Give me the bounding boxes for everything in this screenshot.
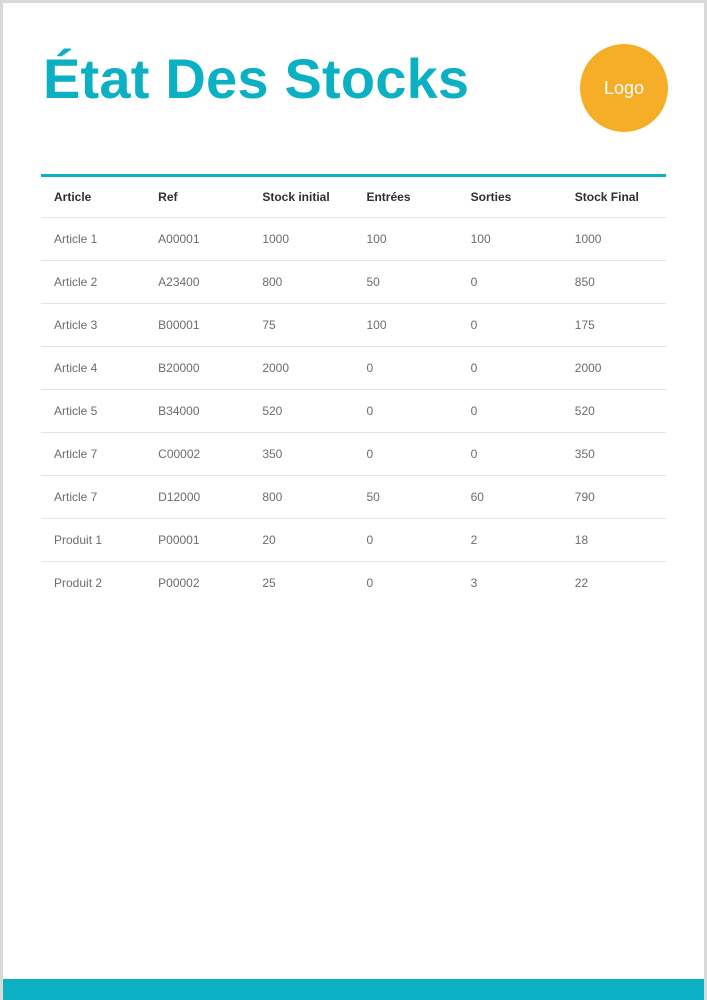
table-cell-sorties: 60 [458, 476, 562, 519]
column-header-sorties: Sorties [458, 176, 562, 218]
table-cell-sorties: 2 [458, 519, 562, 562]
table-cell-stock-initial: 350 [249, 433, 353, 476]
table-cell-sorties: 100 [458, 218, 562, 261]
table-header-row [41, 176, 666, 218]
table-cell-stock-initial: 25 [262, 576, 276, 590]
table-cell-sorties: 0 [458, 304, 562, 347]
table-cell-entrees: 0 [353, 390, 457, 433]
table-cell-article: Article 7 [41, 433, 145, 476]
table-cell-entrees: 0 [366, 576, 374, 590]
column-header-stock-final: Stock Final [562, 176, 666, 218]
table-cell-stock-final: 520 [562, 390, 666, 433]
table-cell-ref: B34000 [145, 390, 249, 433]
table-cell-stock-initial: 2000 [249, 347, 353, 390]
table-cell-entrees: 0 [353, 519, 457, 562]
table-cell-article: Article 7 [41, 476, 145, 519]
column-header-entrees: Entrées [353, 176, 457, 218]
footer-accent-bar [0, 979, 707, 1000]
table-cell-entrees: 50 [353, 261, 457, 304]
table-cell-stock-final: 1000 [562, 218, 666, 261]
table-cell-sorties: 3 [470, 576, 478, 590]
table-cell-article: Article 5 [41, 390, 145, 433]
table-cell-stock-initial: 20 [249, 519, 353, 562]
table-row [41, 562, 666, 605]
table-row [41, 519, 666, 562]
table-cell-ref: C00002 [145, 433, 249, 476]
table-row [41, 218, 666, 261]
table-cell-sorties: 0 [458, 261, 562, 304]
table-cell-ref: A23400 [145, 261, 249, 304]
table-cell-sorties: 0 [458, 390, 562, 433]
column-header-article: Article [41, 176, 145, 218]
logo-label: Logo [603, 77, 645, 98]
table-cell-ref: D12000 [145, 476, 249, 519]
table-cell-ref: B20000 [145, 347, 249, 390]
table-cell-ref: B00001 [145, 304, 249, 347]
table-cell-ref: A00001 [145, 218, 249, 261]
table-cell-entrees: 0 [353, 347, 457, 390]
table-cell-stock-initial: 75 [249, 304, 353, 347]
table-cell-article: Produit 2 [54, 576, 103, 590]
table-row [41, 347, 666, 390]
table-cell-stock-initial: 520 [249, 390, 353, 433]
table-cell-stock-initial: 1000 [249, 218, 353, 261]
table-cell-stock-initial: 800 [249, 261, 353, 304]
table-cell-article: Produit 1 [41, 519, 145, 562]
table-cell-entrees: 50 [353, 476, 457, 519]
table-row [41, 261, 666, 304]
page-title: État Des Stocks [43, 47, 470, 110]
table-cell-article: Article 3 [41, 304, 145, 347]
table-cell-stock-final: 2000 [562, 347, 666, 390]
logo-placeholder [580, 44, 668, 132]
table-cell-article: Article 1 [41, 218, 145, 261]
table-cell-stock-final: 790 [562, 476, 666, 519]
table-row [41, 304, 666, 347]
table-cell-article: Article 4 [41, 347, 145, 390]
table-cell-ref: P00001 [145, 519, 249, 562]
table-cell-sorties: 0 [458, 433, 562, 476]
table-cell-entrees: 0 [353, 433, 457, 476]
table-cell-stock-final: 18 [562, 519, 666, 562]
table-cell-stock-initial: 800 [249, 476, 353, 519]
column-header-stock-initial: Stock initial [249, 176, 353, 218]
stock-table [41, 174, 666, 604]
table-cell-stock-final: 22 [574, 576, 589, 590]
column-header-ref: Ref [145, 176, 249, 218]
table-cell-ref: P00002 [158, 576, 200, 590]
table-cell-stock-final: 350 [562, 433, 666, 476]
table-cell-sorties: 0 [458, 347, 562, 390]
table-cell-entrees: 100 [353, 304, 457, 347]
table-row [41, 390, 666, 433]
table-cell-stock-final: 850 [562, 261, 666, 304]
table-row [41, 433, 666, 476]
table-cell-entrees: 100 [353, 218, 457, 261]
table-row [41, 476, 666, 519]
table-cell-stock-final: 175 [562, 304, 666, 347]
table-cell-article: Article 2 [41, 261, 145, 304]
